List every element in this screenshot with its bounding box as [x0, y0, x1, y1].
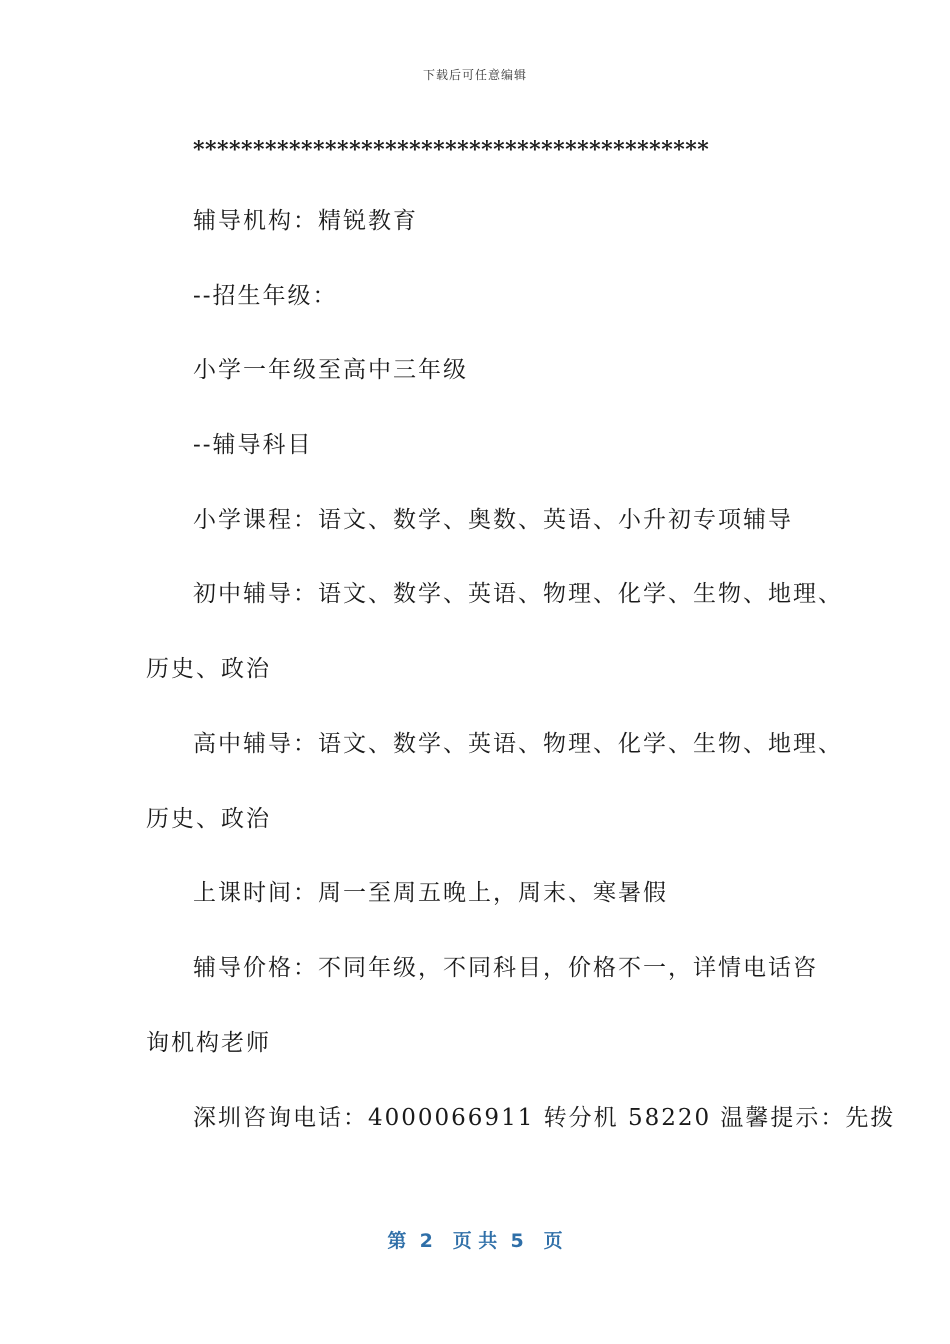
header-note: 下载后可任意编辑 — [422, 68, 527, 82]
text-line: 深圳咨询电话：4000066911 转分机 58220 温馨提示：先拨 — [193, 1105, 896, 1131]
text-line: 辅导价格：不同年级，不同科目，价格不一，详情电话咨 — [193, 955, 818, 981]
text-line: 上课时间：周一至周五晚上，周末、寒暑假 — [193, 880, 668, 906]
text-line: 高中辅导：语文、数学、英语、物理、化学、生物、地理、 — [193, 731, 843, 757]
footer-page-current: 2 — [419, 1230, 433, 1252]
text-line: 询机构老师 — [146, 1030, 271, 1056]
text-line: --辅导科目 — [193, 432, 313, 458]
text-line: 小学课程：语文、数学、奥数、英语、小升初专项辅导 — [193, 507, 793, 533]
text-line: --招生年级： — [193, 283, 338, 309]
footer-page-total: 5 — [510, 1230, 524, 1252]
text-line: 初中辅导：语文、数学、英语、物理、化学、生物、地理、 — [193, 581, 843, 607]
text-line: 小学一年级至高中三年级 — [193, 357, 468, 383]
page-footer — [0, 1226, 950, 1253]
text-line: 历史、政治 — [146, 806, 271, 832]
footer-suffix: 页 — [543, 1230, 563, 1252]
footer-middle: 页 共 — [452, 1230, 498, 1252]
footer-prefix: 第 — [387, 1230, 407, 1252]
text-line: 辅导机构：精锐教育 — [193, 208, 418, 234]
text-line: 历史、政治 — [146, 656, 271, 682]
separator-stars: ******************************************* — [193, 137, 710, 163]
